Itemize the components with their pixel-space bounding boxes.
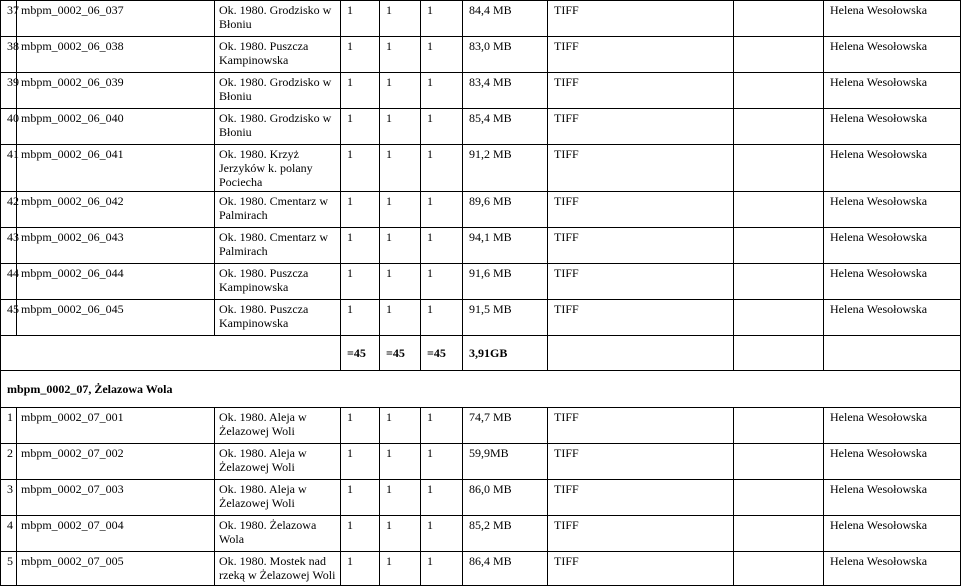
row-number: 43 <box>1 228 17 264</box>
row-empty <box>734 264 824 300</box>
row-count-a: 1 <box>341 192 380 228</box>
row-number: 1 <box>1 408 17 444</box>
row-file-size: 91,5 MB <box>463 300 548 336</box>
row-description: Ok. 1980. Krzyż Jerzyków k. polany Pociecha <box>215 145 341 192</box>
table-row <box>1 228 961 264</box>
row-count-c: 1 <box>421 408 463 444</box>
total-a: =45 <box>341 336 380 371</box>
row-description: Ok. 1980. Puszcza Kampinowska <box>215 37 341 73</box>
row-description: Ok. 1980. Mostek nad rzeką w Żelazowej Woli <box>215 552 341 586</box>
row-author: Helena Wesołowska <box>824 37 961 73</box>
row-signature: mbpm_0002_06_043 <box>17 228 215 264</box>
row-empty <box>734 73 824 109</box>
table-row <box>1 145 961 192</box>
row-empty <box>734 552 824 586</box>
row-count-c: 1 <box>421 37 463 73</box>
row-number: 37 <box>1 1 17 37</box>
row-count-c: 1 <box>421 444 463 480</box>
row-number: 5 <box>1 552 17 586</box>
row-file-size: 86,4 MB <box>463 552 548 586</box>
row-signature: mbpm_0002_07_003 <box>17 480 215 516</box>
row-empty <box>734 444 824 480</box>
row-description: Ok. 1980. Grodzisko w Błoniu <box>215 73 341 109</box>
row-author: Helena Wesołowska <box>824 192 961 228</box>
row-author: Helena Wesołowska <box>824 552 961 586</box>
row-number: 2 <box>1 444 17 480</box>
row-empty <box>734 145 824 192</box>
total-b: =45 <box>380 336 421 371</box>
row-number: 44 <box>1 264 17 300</box>
table-row <box>1 444 961 480</box>
row-format: TIFF <box>548 444 734 480</box>
row-description: Ok. 1980. Puszcza Kampinowska <box>215 300 341 336</box>
row-file-size: 89,6 MB <box>463 192 548 228</box>
row-count-a: 1 <box>341 73 380 109</box>
total-c: =45 <box>421 336 463 371</box>
row-description: Ok. 1980. Grodzisko w Błoniu <box>215 1 341 37</box>
row-author: Helena Wesołowska <box>824 264 961 300</box>
table-row <box>1 1 961 37</box>
table-row <box>1 480 961 516</box>
row-count-a: 1 <box>341 264 380 300</box>
row-empty <box>734 516 824 552</box>
row-count-a: 1 <box>341 480 380 516</box>
row-count-b: 1 <box>380 480 421 516</box>
row-number: 39 <box>1 73 17 109</box>
row-number: 38 <box>1 37 17 73</box>
row-count-c: 1 <box>421 516 463 552</box>
row-file-size: 85,2 MB <box>463 516 548 552</box>
row-author: Helena Wesołowska <box>824 1 961 37</box>
row-format: TIFF <box>548 1 734 37</box>
row-count-a: 1 <box>341 300 380 336</box>
row-count-b: 1 <box>380 444 421 480</box>
row-signature: mbpm_0002_07_005 <box>17 552 215 586</box>
row-count-c: 1 <box>421 480 463 516</box>
row-count-a: 1 <box>341 1 380 37</box>
row-file-size: 74,7 MB <box>463 408 548 444</box>
row-count-a: 1 <box>341 516 380 552</box>
row-empty <box>734 37 824 73</box>
row-format: TIFF <box>548 264 734 300</box>
table-row <box>1 264 961 300</box>
table-row <box>1 73 961 109</box>
row-format: TIFF <box>548 516 734 552</box>
total-author-empty <box>734 336 824 371</box>
row-format: TIFF <box>548 228 734 264</box>
table-row <box>1 300 961 336</box>
table-row <box>1 192 961 228</box>
row-format: TIFF <box>548 552 734 586</box>
row-author: Helena Wesołowska <box>824 444 961 480</box>
row-count-b: 1 <box>380 300 421 336</box>
row-file-size: 94,1 MB <box>463 228 548 264</box>
row-count-b: 1 <box>380 192 421 228</box>
row-format: TIFF <box>548 300 734 336</box>
row-description: Ok. 1980. Aleja w Żelazowej Woli <box>215 408 341 444</box>
row-number: 40 <box>1 109 17 145</box>
row-author: Helena Wesołowska <box>824 73 961 109</box>
row-author: Helena Wesołowska <box>824 480 961 516</box>
row-count-c: 1 <box>421 192 463 228</box>
row-count-b: 1 <box>380 552 421 586</box>
row-author: Helena Wesołowska <box>824 516 961 552</box>
totals-spacer <box>1 336 341 371</box>
row-count-b: 1 <box>380 1 421 37</box>
row-count-b: 1 <box>380 73 421 109</box>
section-header-row <box>1 371 961 408</box>
row-description: Ok. 1980. Cmentarz w Palmirach <box>215 192 341 228</box>
row-description: Ok. 1980. Grodzisko w Błoniu <box>215 109 341 145</box>
row-signature: mbpm_0002_06_045 <box>17 300 215 336</box>
row-empty <box>734 192 824 228</box>
row-description: Ok. 1980. Aleja w Żelazowej Woli <box>215 480 341 516</box>
table-row <box>1 37 961 73</box>
row-count-b: 1 <box>380 145 421 192</box>
row-file-size: 84,4 MB <box>463 1 548 37</box>
row-description: Ok. 1980. Żelazowa Wola <box>215 516 341 552</box>
row-signature: mbpm_0002_07_001 <box>17 408 215 444</box>
row-empty <box>734 1 824 37</box>
row-empty <box>734 480 824 516</box>
row-format: TIFF <box>548 480 734 516</box>
row-file-size: 86,0 MB <box>463 480 548 516</box>
row-count-a: 1 <box>341 37 380 73</box>
totals-section <box>1 336 961 408</box>
row-signature: mbpm_0002_06_038 <box>17 37 215 73</box>
row-count-a: 1 <box>341 145 380 192</box>
row-author: Helena Wesołowska <box>824 145 961 192</box>
table-row <box>1 552 961 586</box>
row-count-c: 1 <box>421 73 463 109</box>
totals-row <box>1 336 961 371</box>
row-signature: mbpm_0002_06_042 <box>17 192 215 228</box>
row-count-c: 1 <box>421 1 463 37</box>
row-number: 3 <box>1 480 17 516</box>
row-signature: mbpm_0002_06_039 <box>17 73 215 109</box>
row-count-c: 1 <box>421 228 463 264</box>
row-count-a: 1 <box>341 408 380 444</box>
row-signature: mbpm_0002_07_002 <box>17 444 215 480</box>
row-signature: mbpm_0002_07_004 <box>17 516 215 552</box>
table-row <box>1 109 961 145</box>
total-extra-empty <box>824 336 961 371</box>
row-description: Ok. 1980. Aleja w Żelazowej Woli <box>215 444 341 480</box>
row-count-b: 1 <box>380 516 421 552</box>
row-signature: mbpm_0002_06_044 <box>17 264 215 300</box>
row-number: 42 <box>1 192 17 228</box>
row-description: Ok. 1980. Cmentarz w Palmirach <box>215 228 341 264</box>
row-file-size: 91,2 MB <box>463 145 548 192</box>
row-file-size: 83,0 MB <box>463 37 548 73</box>
row-format: TIFF <box>548 73 734 109</box>
row-count-a: 1 <box>341 228 380 264</box>
table-row <box>1 408 961 444</box>
row-format: TIFF <box>548 109 734 145</box>
row-empty <box>734 109 824 145</box>
row-count-c: 1 <box>421 109 463 145</box>
table-section-07 <box>1 408 961 586</box>
section-title: mbpm_0002_07, Żelazowa Wola <box>1 371 961 408</box>
row-format: TIFF <box>548 145 734 192</box>
row-count-b: 1 <box>380 109 421 145</box>
total-fmt-empty <box>548 336 734 371</box>
row-count-b: 1 <box>380 228 421 264</box>
row-description: Ok. 1980. Puszcza Kampinowska <box>215 264 341 300</box>
row-file-size: 59,9MB <box>463 444 548 480</box>
row-format: TIFF <box>548 408 734 444</box>
row-author: Helena Wesołowska <box>824 300 961 336</box>
table-row <box>1 516 961 552</box>
row-count-a: 1 <box>341 444 380 480</box>
row-count-c: 1 <box>421 264 463 300</box>
row-count-b: 1 <box>380 37 421 73</box>
row-file-size: 83,4 MB <box>463 73 548 109</box>
row-number: 4 <box>1 516 17 552</box>
row-count-a: 1 <box>341 552 380 586</box>
row-file-size: 85,4 MB <box>463 109 548 145</box>
row-author: Helena Wesołowska <box>824 408 961 444</box>
total-size: 3,91GB <box>463 336 548 371</box>
row-signature: mbpm_0002_06_041 <box>17 145 215 192</box>
row-file-size: 91,6 MB <box>463 264 548 300</box>
row-format: TIFF <box>548 37 734 73</box>
row-count-a: 1 <box>341 109 380 145</box>
row-author: Helena Wesołowska <box>824 109 961 145</box>
row-number: 41 <box>1 145 17 192</box>
row-empty <box>734 228 824 264</box>
row-count-c: 1 <box>421 552 463 586</box>
table-section-06 <box>1 1 961 336</box>
row-empty <box>734 408 824 444</box>
row-count-b: 1 <box>380 408 421 444</box>
row-count-c: 1 <box>421 145 463 192</box>
row-signature: mbpm_0002_06_037 <box>17 1 215 37</box>
row-signature: mbpm_0002_06_040 <box>17 109 215 145</box>
row-count-c: 1 <box>421 300 463 336</box>
row-author: Helena Wesołowska <box>824 228 961 264</box>
row-empty <box>734 300 824 336</box>
row-format: TIFF <box>548 192 734 228</box>
row-count-b: 1 <box>380 264 421 300</box>
row-number: 45 <box>1 300 17 336</box>
